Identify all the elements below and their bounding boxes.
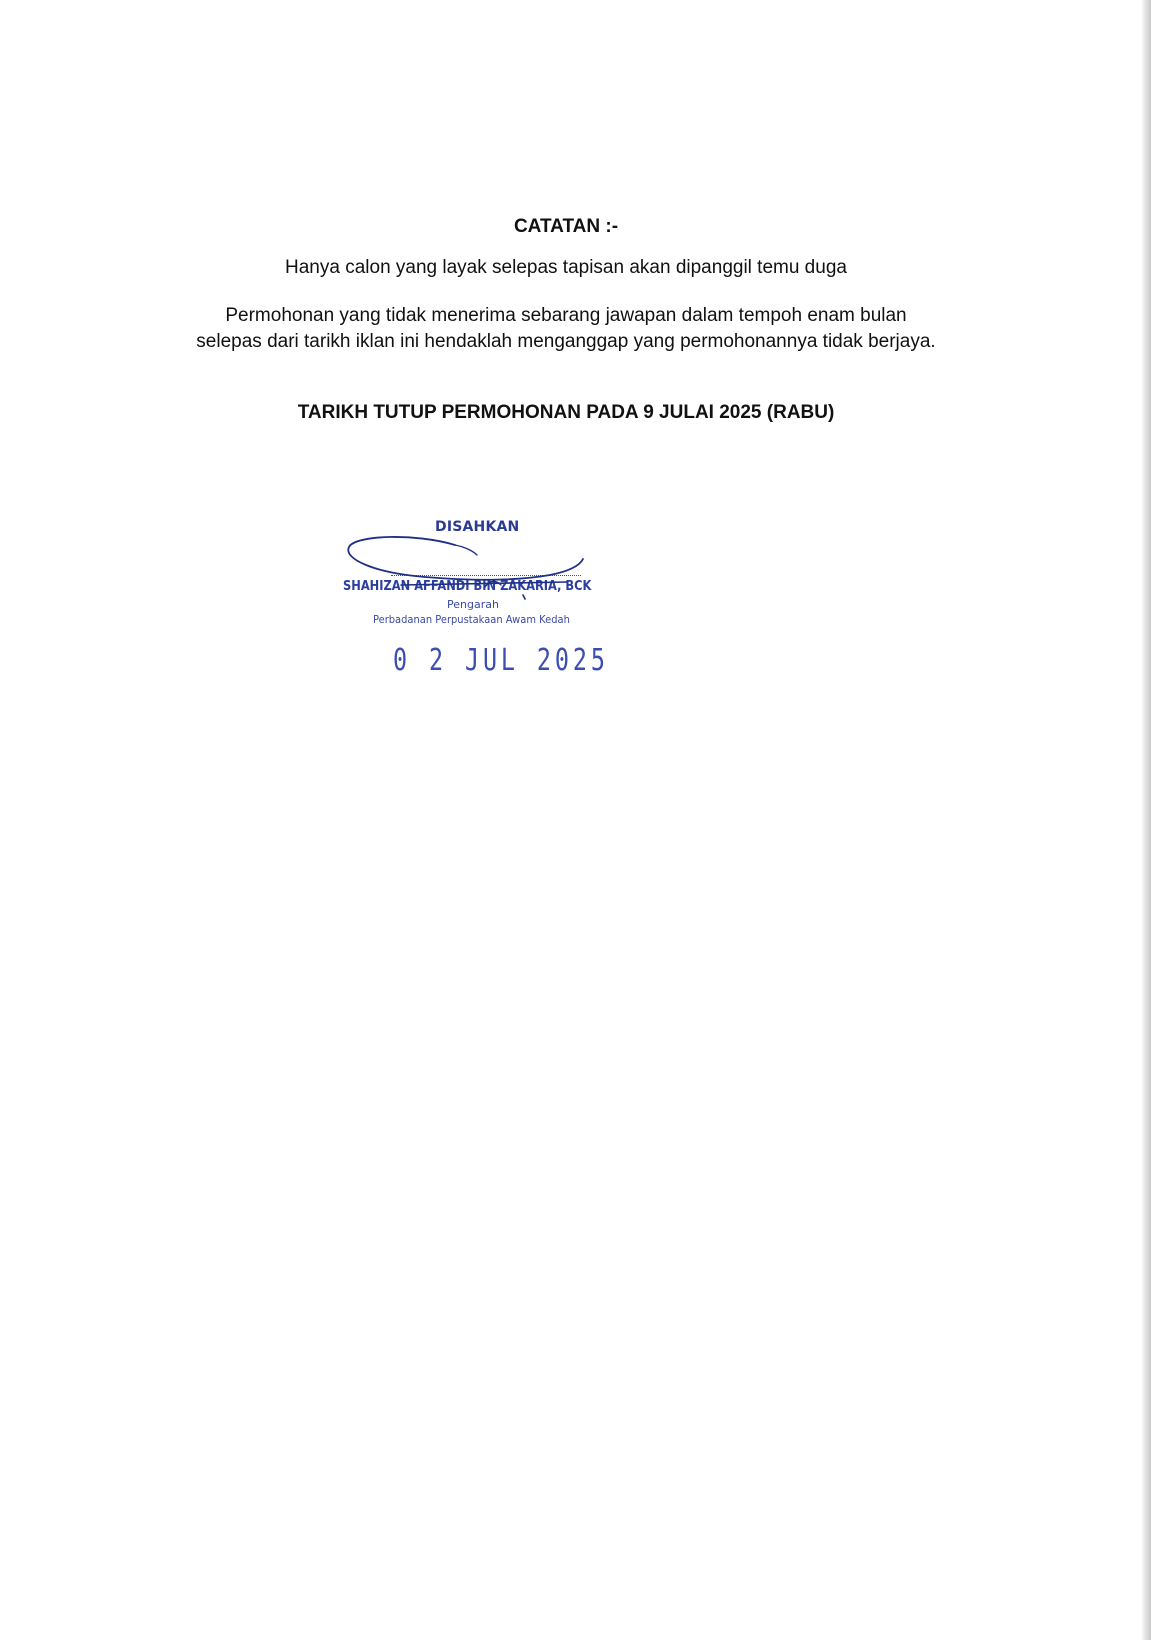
stamp-label: DISAHKAN [435,519,520,535]
note-no-reply-line-2: selepas dari tarikh iklan ini hendaklah menganggap yang permohonannya tidak berjaya. [196,331,936,352]
note-shortlist: Hanya calon yang layak selepas tapisan akan dipanggil temu duga [285,257,847,278]
closing-date: TARIKH TUTUP PERMOHONAN PADA 9 JULAI 2025 (RABU) [297,402,835,423]
page-edge-shadow [1141,0,1151,1640]
signatory-name: SHAHIZAN AFFANDI BIN ZAKARIA, BCK [343,579,592,594]
stamp-date: 0 2 JUL 2025 [393,643,609,678]
signature-line [391,575,581,576]
signatory-position: Pengarah [447,598,499,611]
notes-heading: CATATAN :- [513,216,619,237]
note-no-reply-line-1: Permohonan yang tidak menerima sebarang jawapan dalam tempoh enam bulan [225,305,907,326]
approval-stamp [335,515,625,695]
signatory-organization: Perbadanan Perpustakaan Awam Kedah [373,613,570,626]
